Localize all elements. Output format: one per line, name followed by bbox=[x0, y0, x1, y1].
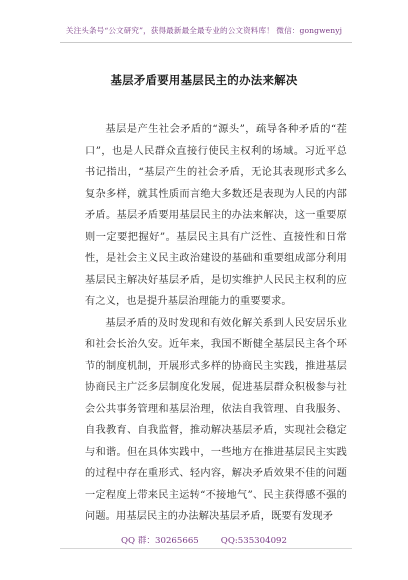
header-banner: 关注头条号“公文研究”，获得最新最全最专业的公文资料库！ 微信：gongwenyj bbox=[65, 26, 343, 35]
footer-qq: QQ:535304092 bbox=[220, 536, 287, 546]
footer-contact bbox=[0, 534, 408, 546]
footer-qq-group: QQ 群：30265665 bbox=[121, 536, 199, 546]
footer-divider bbox=[60, 548, 352, 549]
document-body bbox=[85, 119, 347, 528]
paragraph-2: 基层矛盾的及时发现和有效化解关系到人民安居乐业和社会长治久安。近年来，我国不断健全基层民主各个环节的制度机制，开展形式多样的协商民主实践，推进基层协商民主广泛多层制度化发展，促进基层群众积极参与社会公共事务管理和基层治理，依法自我管理、自我服务、自我教育、自我监督，推动解决基层矛盾，实现社会稳定与和谐。但在具体实践中，一些地方在推进基层民主实践的过程中存在重形式、轻内容，解决矛盾效果不佳的问题一定程度上带来民主运转“不接地气”、民主获得感不强的问题。用基层民主的办法解决基层矛盾，既要有发现矛 bbox=[85, 317, 347, 522]
paragraph-1: 基层是产生社会矛盾的“源头”，疏导各种矛盾的“茬口”，也是人民群众直接行使民主权利的场域。习近平总书记指出，“基层产生的社会矛盾，无论其表现形式多么复杂多样，就其性质而言绝大多数还是表现为人民的内部矛盾。基层矛盾要用基层民主的办法来解决，这一重要原则一定要把握好”。基层民主具有广泛性、直接性和日常性，是社会主义民主政治建设的基础和重要组成部分利用基层民主解决好基层矛盾，是切实维护人民民主权利的应有之义，也是提升基层治理能力的重要要求。 bbox=[85, 124, 347, 307]
document-title: 基层矛盾要用基层民主的办法来解决 bbox=[110, 73, 298, 87]
header-divider bbox=[60, 42, 352, 43]
